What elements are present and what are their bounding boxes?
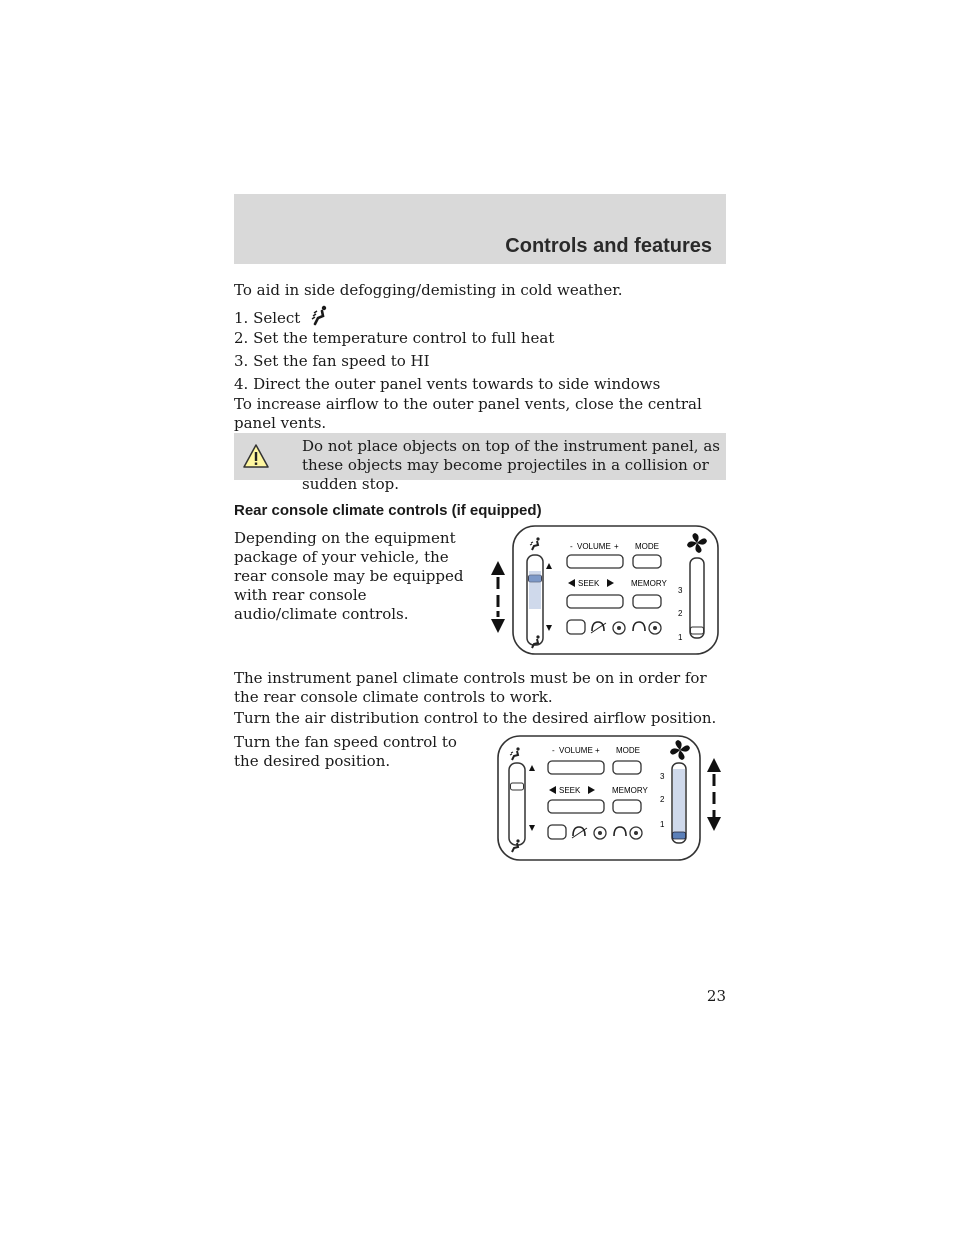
rear-console-desc: Depending on the equipment package of your vehicle, the rear console may be equipped with rear console audio/climate controls.: [234, 529, 464, 623]
fan-speed-1: 1: [678, 633, 683, 642]
volume-label: VOLUME: [577, 542, 611, 551]
volume-button[interactable]: [548, 761, 604, 774]
rear-console-p3: Turn the fan speed control to the desired position.: [234, 733, 457, 770]
step-1: 1. Select: [234, 305, 330, 328]
rear-console-diagram-distribution: [485, 523, 725, 658]
fan-speed-arrow-icon: [707, 758, 721, 831]
rear-console-p2: Turn the air distribution control to the desired airflow position.: [234, 709, 717, 727]
page-header: [234, 194, 726, 264]
fan-speed-1: 1: [660, 820, 665, 829]
intro-text: To aid in side defogging/demisting in cold weather.: [234, 281, 623, 299]
fan-speed-3: 3: [678, 586, 683, 595]
memory-label: MEMORY: [612, 786, 648, 795]
step-4: 4. Direct the outer panel vents towards to side windows: [234, 375, 661, 393]
fan-speed-slider[interactable]: [690, 558, 704, 638]
power-button[interactable]: [548, 825, 566, 839]
distribution-slider[interactable]: [509, 763, 525, 845]
volume-button[interactable]: [567, 555, 623, 568]
distribution-knob[interactable]: [511, 783, 524, 790]
section-title: Controls and features: [505, 235, 712, 257]
seek-button[interactable]: [548, 800, 604, 813]
warning-box: [234, 433, 726, 493]
distribution-arrow-icon: [491, 561, 505, 633]
page-number: 23: [706, 987, 726, 1005]
step-2: 2. Set the temperature control to full heat: [234, 329, 555, 347]
fan-speed-2: 2: [660, 795, 665, 804]
seek-button[interactable]: [567, 595, 623, 608]
mode-label: MODE: [616, 746, 640, 755]
volume-minus-label: -: [552, 746, 555, 755]
mode-button[interactable]: [613, 761, 641, 774]
memory-button[interactable]: [633, 595, 661, 608]
fan-speed-knob[interactable]: [673, 832, 686, 839]
rear-console-heading: Rear console climate controls (if equipped): [234, 502, 542, 519]
fan-speed-knob[interactable]: [691, 627, 704, 634]
mode-label: MODE: [635, 542, 659, 551]
fan-speed-3: 3: [660, 772, 665, 781]
seek-label: SEEK: [559, 786, 581, 795]
mode-button[interactable]: [633, 555, 661, 568]
rear-console-diagram-fan: [495, 733, 730, 863]
memory-button[interactable]: [613, 800, 641, 813]
volume-plus-label: +: [595, 746, 600, 755]
volume-minus-label: -: [570, 542, 573, 551]
seek-label: SEEK: [578, 579, 600, 588]
step-3: 3. Set the fan speed to HI: [234, 352, 430, 370]
power-button[interactable]: [567, 620, 585, 634]
rear-console-p1: The instrument panel climate controls must be on in order for the rear console climate controls to work.: [234, 669, 707, 706]
warning-text: Do not place objects on top of the instrument panel, as these objects may become projectiles in a collision or sudden stop.: [302, 437, 720, 493]
memory-label: MEMORY: [631, 579, 667, 588]
side-defog-icon: [308, 305, 330, 327]
warning-icon: [242, 443, 270, 469]
airflow-text: To increase airflow to the outer panel vents, close the central panel vents.: [234, 395, 702, 432]
fan-speed-2: 2: [678, 609, 683, 618]
volume-label: VOLUME: [559, 746, 593, 755]
volume-plus-label: +: [614, 542, 619, 551]
